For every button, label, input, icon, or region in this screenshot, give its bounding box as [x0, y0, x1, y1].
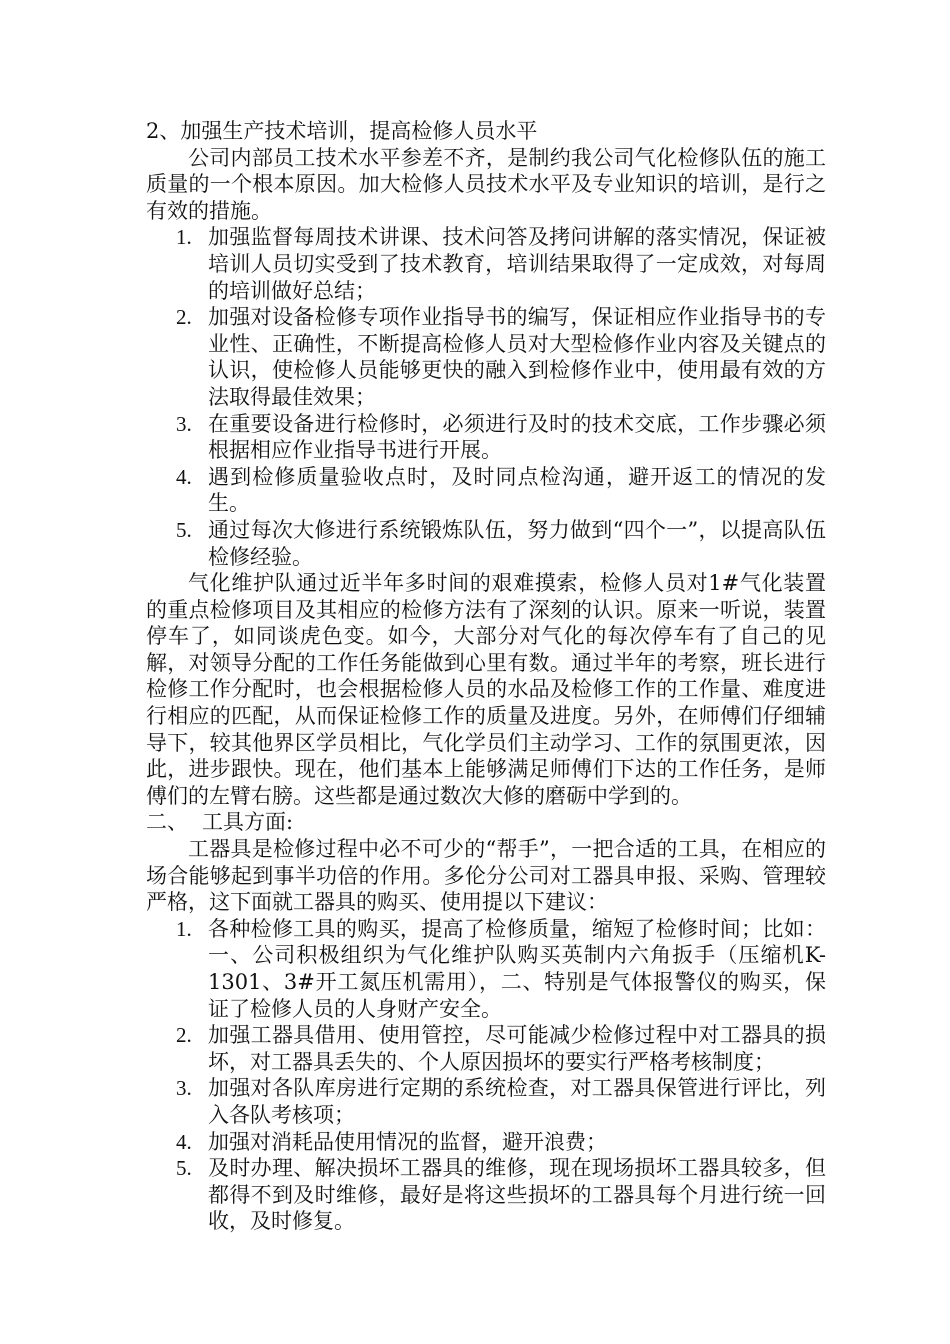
list-item-number: 1.	[176, 225, 192, 250]
list-item	[146, 1129, 826, 1156]
list-item-number: 4.	[176, 464, 192, 489]
list-item-number: 5.	[176, 1156, 192, 1181]
list-item-text: 加强对各队库房进行定期的系统检查，对工器具保管进行评比，列入各队考核项；	[208, 1076, 826, 1127]
list-item	[146, 517, 826, 570]
list-item-number: 2.	[176, 1023, 192, 1048]
list-item	[146, 1155, 826, 1235]
list-item-text: 遇到检修质量验收点时，及时同点检沟通，避开返工的情况的发生。	[208, 464, 826, 516]
section-heading-training: 2、加强生产技术培训，提高检修人员水平	[146, 119, 538, 143]
list-item-number: 4.	[176, 1129, 192, 1154]
summary-paragraph: 气化维护队通过近半年多时间的艰难摸索，检修人员对1#气化装置的重点检修项目及其相应的检修方法有了深刻的认识。原来一听说，装置停车了，如同谈虎色变。如今，大部分对气化的每次停车有了自己的见解，对领导分配的工作任务能做到心里有数。通过半年的考察，班长进行检修工作分配时，也会根据检修人员的水品及检修工作的工作量、难度进行相应的匹配，从而保证检修工作的质量及进度。另外，在师傅们仔细辅导下，较其他界区学员相比，气化学员们主动学习、工作的氛围更浓，因此，进步跟快。现在，他们基本上能够满足师傅们下达的工作任务，是师傅们的左臂右膀。这些都是通过数次大修的磨砺中学到的。	[146, 571, 826, 808]
list-item-number: 2.	[176, 305, 192, 330]
list-item-text: 加强工器具借用、使用管控，尽可能减少检修过程中对工器具的损坏，对工器具丢失的、个人原因损坏的要实行严格考核制度；	[208, 1023, 826, 1074]
tools-suggestions-list	[146, 916, 826, 1235]
list-item-text: 加强对消耗品使用情况的监督，避开浪费；	[208, 1129, 607, 1154]
section-title: 工具方面:	[202, 810, 294, 835]
list-item-text: 及时办理、解决损坏工器具的维修，现在现场损坏工器具较多，但都得不到及时维修，最好是将这些损坏的工器具每个月进行统一回收，及时修复。	[208, 1156, 826, 1234]
list-item-number: 5.	[176, 517, 192, 542]
training-measures-list	[146, 224, 826, 570]
list-item-text: 加强监督每周技术讲课、技术问答及拷问讲解的落实情况，保证被培训人员切实受到了技术教育，培训结果取得了一定成效，对每周的培训做好总结；	[208, 225, 826, 303]
tools-intro-paragraph: 工器具是检修过程中必不可少的“帮手”，一把合适的工具，在相应的场合能够起到事半功倍的作用。多伦分公司对工器具申报、采购、管理较严格，这下面就工器具的购买、使用提以下建议：	[146, 837, 826, 915]
list-item-number: 1.	[176, 916, 192, 941]
list-item	[146, 411, 826, 464]
section-heading-tools	[146, 809, 826, 836]
list-item	[146, 304, 826, 410]
list-item	[146, 1075, 826, 1128]
list-item-text: 加强对设备检修专项作业指导书的编写，保证相应作业指导书的专业性、正确性，不断提高检修人员对大型检修作业内容及关键点的认识，使检修人员能够更快的融入到检修作业中，使用最有效的方法取得最佳效果；	[208, 305, 826, 409]
list-item-number: 3.	[176, 1076, 192, 1101]
list-item-number: 3.	[176, 411, 192, 436]
list-item-text: 通过每次大修进行系统锻炼队伍，努力做到“四个一”，以提高队伍检修经验。	[208, 517, 826, 569]
list-item-text: 各种检修工具的购买，提高了检修质量，缩短了检修时间；比如：一、公司积极组织为气化维护队购买英制内六角扳手（压缩机K-1301、3#开工氮压机需用），二、特别是气体报警仪的购买，保证了检修人员的人身财产安全。	[208, 916, 826, 1021]
list-item	[146, 1022, 826, 1075]
section-intro-paragraph: 公司内部员工技术水平参差不齐，是制约我公司气化检修队伍的施工质量的一个根本原因。加大检修人员技术水平及专业知识的培训，是行之有效的措施。	[146, 145, 826, 223]
list-item-text: 在重要设备进行检修时，必须进行及时的技术交底，工作步骤必须根据相应作业指导书进行开展。	[208, 411, 826, 463]
section-number: 二、	[146, 810, 188, 835]
list-item	[146, 916, 826, 1022]
list-item	[146, 464, 826, 517]
document-page	[146, 118, 826, 1235]
list-item	[146, 224, 826, 304]
